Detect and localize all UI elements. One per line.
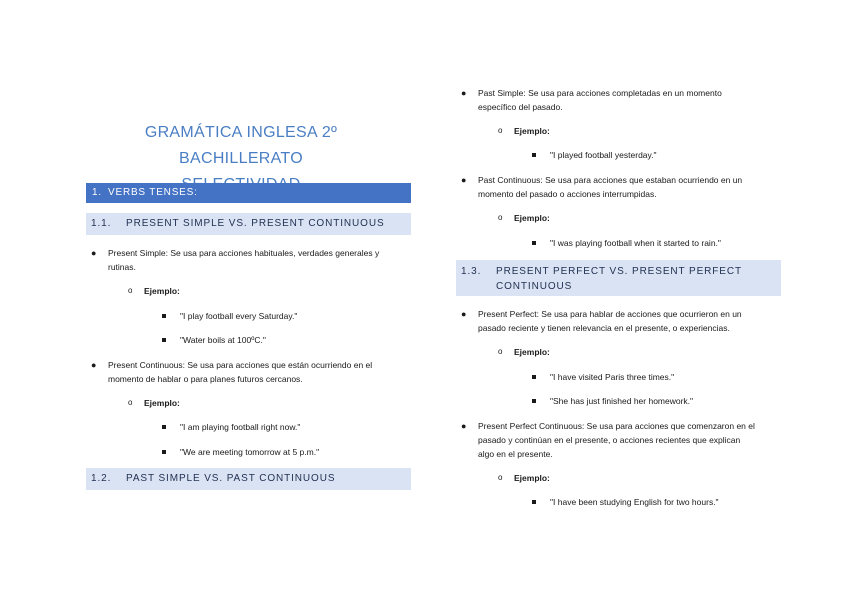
bullet-icon: ● [461,88,467,98]
list-item-present-perfect [461,307,778,335]
example-item [180,309,297,323]
subsection-title: PRESENT SIMPLE VS. PRESENT CONTINUOUS [126,218,385,229]
list-item-past-continuous [461,173,778,201]
list-item-present-perfect-continuous [461,419,778,461]
section-number: 1. [92,187,102,198]
square-bullet-icon [532,500,536,504]
past-continuous-line-1: Past Continuous: Se usa para acciones que estaban ocurriendo en un [478,175,743,185]
present-perfect-continuous-line-2: pasado y continúan en el presente, o acciones recientes que explican [478,435,741,445]
example-text: "I was playing football when it started to rain." [550,238,721,248]
example-item [180,420,300,434]
ejemplo-text: Ejemplo: [144,286,180,296]
subsection-title [496,264,742,294]
circle-bullet-icon: o [128,286,133,295]
present-perfect-line-2: pasado reciente y tienen relevancia en el presente, o experiencias. [478,323,730,333]
section-heading-verb-tenses [86,183,411,203]
bullet-icon: ● [461,309,467,319]
example-text: "I have visited Paris three times." [550,372,675,382]
list-item-present-simple [91,246,408,274]
ejemplo-text: Ejemplo: [514,213,550,223]
example-text: "I am playing football right now." [180,422,301,432]
circle-bullet-icon: o [498,213,503,222]
square-bullet-icon [162,314,166,318]
example-text: "Water boils at 100ºC." [180,335,266,345]
example-item [550,236,721,250]
ejemplo-text: Ejemplo: [514,347,550,357]
present-simple-line-2: rutinas. [108,262,136,272]
past-simple-line-2: específico del pasado. [478,102,563,112]
example-text: "She has just finished her homework." [550,396,694,406]
example-item [550,495,719,509]
subsection-heading-1-3 [456,260,781,296]
subsection-heading-1-2 [86,468,411,490]
example-text: "I have been studying English for two hours." [550,497,719,507]
ejemplo-label [128,396,180,410]
circle-bullet-icon: o [498,126,503,135]
bullet-icon: ● [91,360,97,370]
ejemplo-label [498,211,550,225]
list-item-past-simple [461,86,778,114]
subsection-title: PAST SIMPLE VS. PAST CONTINUOUS [126,473,336,484]
present-perfect-continuous-line-1: Present Perfect Continuous: Se usa para acciones que comenzaron en el [478,421,755,431]
circle-bullet-icon: o [498,473,503,482]
example-text: "I played football yesterday." [550,150,657,160]
example-item [180,445,319,459]
past-simple-line-1: Past Simple: Se usa para acciones completadas en un momento [478,88,722,98]
example-item [180,333,266,347]
square-bullet-icon [162,450,166,454]
present-continuous-line-2: momento de hablar o para planes futuros cercanos. [108,374,303,384]
subsection-number: 1.1. [91,218,112,229]
list-item-present-continuous [91,358,408,386]
ejemplo-label [498,471,550,485]
ejemplo-label [128,284,180,298]
example-text: "I play football every Saturday." [180,311,298,321]
subsection-number: 1.3. [461,266,482,277]
square-bullet-icon [532,375,536,379]
present-continuous-line-1: Present Continuous: Se usa para acciones que están ocurriendo en el [108,360,373,370]
square-bullet-icon [532,153,536,157]
subsection-title-line-2: CONTINUOUS [496,281,573,292]
example-item [550,370,674,384]
present-perfect-continuous-line-3: algo en el presente. [478,449,553,459]
square-bullet-icon [532,399,536,403]
ejemplo-text: Ejemplo: [144,398,180,408]
section-title: VERBS TENSES: [108,187,198,198]
ejemplo-text: Ejemplo: [514,473,550,483]
ejemplo-label [498,345,550,359]
ejemplo-label [498,124,550,138]
past-continuous-line-2: momento del pasado o acciones interrumpidas. [478,189,657,199]
square-bullet-icon [532,241,536,245]
subsection-heading-1-1 [86,213,411,235]
present-perfect-line-1: Present Perfect: Se usa para hablar de acciones que ocurrieron en un [478,309,742,319]
circle-bullet-icon: o [128,398,133,407]
ejemplo-text: Ejemplo: [514,126,550,136]
subsection-number: 1.2. [91,473,112,484]
bullet-icon: ● [91,248,97,258]
document-title-line-1: GRAMÁTICA INGLESA 2º BACHILLERATO [144,124,338,167]
bullet-icon: ● [461,175,467,185]
subsection-title-line-1: PRESENT PERFECT VS. PRESENT PERFECT [496,266,742,277]
example-text: "We are meeting tomorrow at 5 p.m." [180,447,320,457]
square-bullet-icon [162,425,166,429]
square-bullet-icon [162,338,166,342]
circle-bullet-icon: o [498,347,503,356]
present-simple-line-1: Present Simple: Se usa para acciones habituales, verdades generales y [108,248,380,258]
example-item [550,148,657,162]
bullet-icon: ● [461,421,467,431]
example-item [550,394,693,408]
